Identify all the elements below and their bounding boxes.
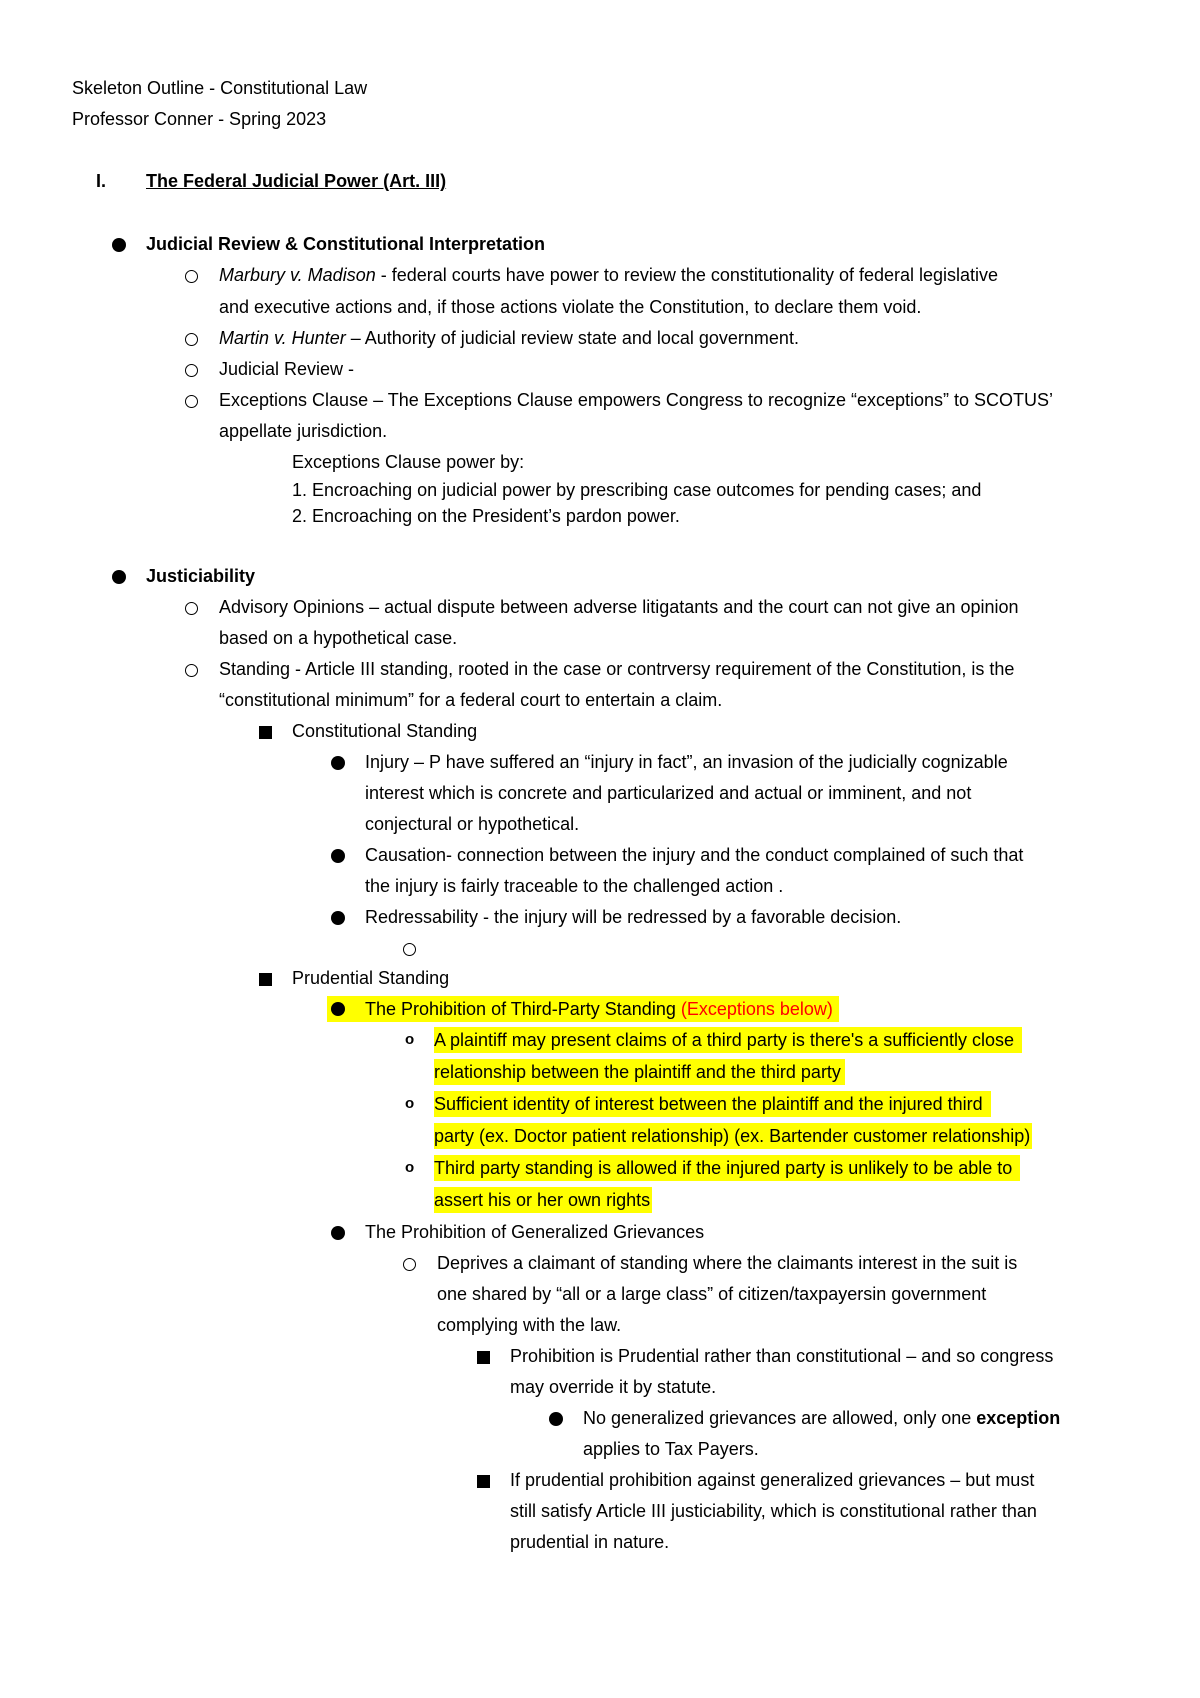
martin-text: – Authority of judicial review state and local government. <box>345 328 799 348</box>
deprives-line-2: one shared by “all or a large class” of citizen/taxpayersin government <box>437 1284 987 1304</box>
generalized-grievances-heading: The Prohibition of Generalized Grievances <box>365 1222 705 1242</box>
marbury-line-1 <box>219 262 998 288</box>
filled-circle-bullet <box>331 849 345 863</box>
filled-circle-bullet <box>112 570 126 584</box>
hollow-circle-bullet <box>185 664 198 677</box>
exceptions-line-1: Exceptions Clause – The Exceptions Clause empowers Congress to recognize “exceptions” to SCOTUS’ <box>219 390 1054 410</box>
exceptions-line-2: appellate jurisdiction. <box>219 421 388 441</box>
exception-1-line-1: A plaintiff may present claims of a third party is there's a sufficiently close <box>434 1027 1022 1053</box>
document-subtitle: Professor Conner - Spring 2023 <box>72 109 327 129</box>
section-numeral: I. <box>96 171 107 191</box>
marbury-line-2: and executive actions and, if those actions violate the Constitution, to declare them void. <box>219 297 922 317</box>
judicial-review-item: Judicial Review - <box>219 359 355 379</box>
no-generalized-line-2: applies to Tax Payers. <box>583 1439 759 1459</box>
exception-2-line-1: Sufficient identity of interest between the plaintiff and the injured third <box>434 1091 991 1117</box>
causation-line-1: Causation- connection between the injury and the conduct complained of such that <box>365 845 1024 865</box>
if-prudential-line-1: If prudential prohibition against generalized grievances – but must <box>510 1470 1035 1490</box>
hollow-circle-bullet <box>185 364 198 377</box>
hollow-circle-bullet <box>185 395 198 408</box>
exceptions-item-1: 1. Encroaching on judicial power by prescribing case outcomes for pending cases; and <box>292 480 982 500</box>
hollow-circle-bullet <box>185 602 198 615</box>
o-list-marker: o <box>405 1095 415 1112</box>
filled-circle-bullet <box>331 1226 345 1240</box>
document-title: Skeleton Outline - Constitutional Law <box>72 78 368 98</box>
no-generalized-line-1 <box>583 1405 1060 1431</box>
standing-line-1: Standing - Article III standing, rooted in the case or contrversy requirement of the Constitution, is the <box>219 659 1015 679</box>
heading-justiciability: Justiciability <box>146 566 256 586</box>
prudential-line-2: may override it by statute. <box>510 1377 717 1397</box>
deprives-line-1: Deprives a claimant of standing where the claimants interest in the suit is <box>437 1253 1018 1273</box>
hollow-circle-bullet <box>185 333 198 346</box>
redressability-line: Redressability - the injury will be redressed by a favorable decision. <box>365 907 902 927</box>
o-list-marker: o <box>405 1159 415 1176</box>
exception-1-line-2: relationship between the plaintiff and the third party <box>434 1059 845 1085</box>
hollow-circle-bullet <box>185 270 198 283</box>
heading-judicial-review: Judicial Review & Constitutional Interpretation <box>146 234 546 254</box>
martin-line <box>219 325 799 351</box>
filled-circle-bullet <box>549 1412 563 1426</box>
standing-line-2: “constitutional minimum” for a federal court to entertain a claim. <box>219 690 723 710</box>
if-prudential-line-2: still satisfy Article III justiciability, which is constitutional rather than <box>510 1501 1037 1521</box>
exceptions-item-2: 2. Encroaching on the President’s pardon power. <box>292 506 680 526</box>
square-bullet <box>259 973 272 986</box>
constitutional-standing: Constitutional Standing <box>292 721 478 741</box>
causation-line-2: the injury is fairly traceable to the challenged action . <box>365 876 784 896</box>
square-bullet <box>477 1475 490 1488</box>
third-party-heading <box>327 996 839 1022</box>
marbury-text: - federal courts have power to review the constitutionality of federal legislative <box>375 265 999 285</box>
exceptions-sub-heading: Exceptions Clause power by: <box>292 452 525 472</box>
injury-line-1: Injury – P have suffered an “injury in fact”, an invasion of the judicially cognizable <box>365 752 1008 772</box>
case-name-marbury: Marbury v. Madison <box>219 265 376 285</box>
hollow-circle-bullet <box>403 1258 416 1271</box>
hollow-circle-bullet <box>403 943 416 956</box>
advisory-line-2: based on a hypothetical case. <box>219 628 458 648</box>
prudential-line-1: Prohibition is Prudential rather than constitutional – and so congress <box>510 1346 1054 1366</box>
filled-circle-bullet <box>331 756 345 770</box>
injury-line-2: interest which is concrete and particularized and actual or imminent, and not <box>365 783 972 803</box>
filled-circle-bullet <box>331 911 345 925</box>
third-party-title: The Prohibition of Third-Party Standing <box>365 999 676 1019</box>
exception-word: exception <box>976 1408 1061 1428</box>
exception-2-line-2: party (ex. Doctor patient relationship) (ex. Bartender customer relationship) <box>434 1123 1032 1149</box>
exception-3-line-1: Third party standing is allowed if the injured party is unlikely to be able to <box>434 1155 1020 1181</box>
exceptions-note: (Exceptions below) <box>680 999 833 1019</box>
prudential-standing: Prudential Standing <box>292 968 450 988</box>
filled-circle-bullet <box>112 238 126 252</box>
exception-3-line-2: assert his or her own rights <box>434 1187 652 1213</box>
no-generalized-text: No generalized grievances are allowed, only one <box>583 1408 977 1428</box>
case-name-martin: Martin v. Hunter <box>219 328 346 348</box>
filled-circle-bullet <box>331 1002 345 1016</box>
if-prudential-line-3: prudential in nature. <box>510 1532 670 1552</box>
o-list-marker: o <box>405 1031 415 1048</box>
square-bullet <box>477 1351 490 1364</box>
square-bullet <box>259 726 272 739</box>
deprives-line-3: complying with the law. <box>437 1315 622 1335</box>
section-title: The Federal Judicial Power (Art. III) <box>146 171 447 191</box>
advisory-line-1: Advisory Opinions – actual dispute between adverse litigatants and the court can not give an opinion <box>219 597 1019 617</box>
injury-line-3: conjectural or hypothetical. <box>365 814 580 834</box>
